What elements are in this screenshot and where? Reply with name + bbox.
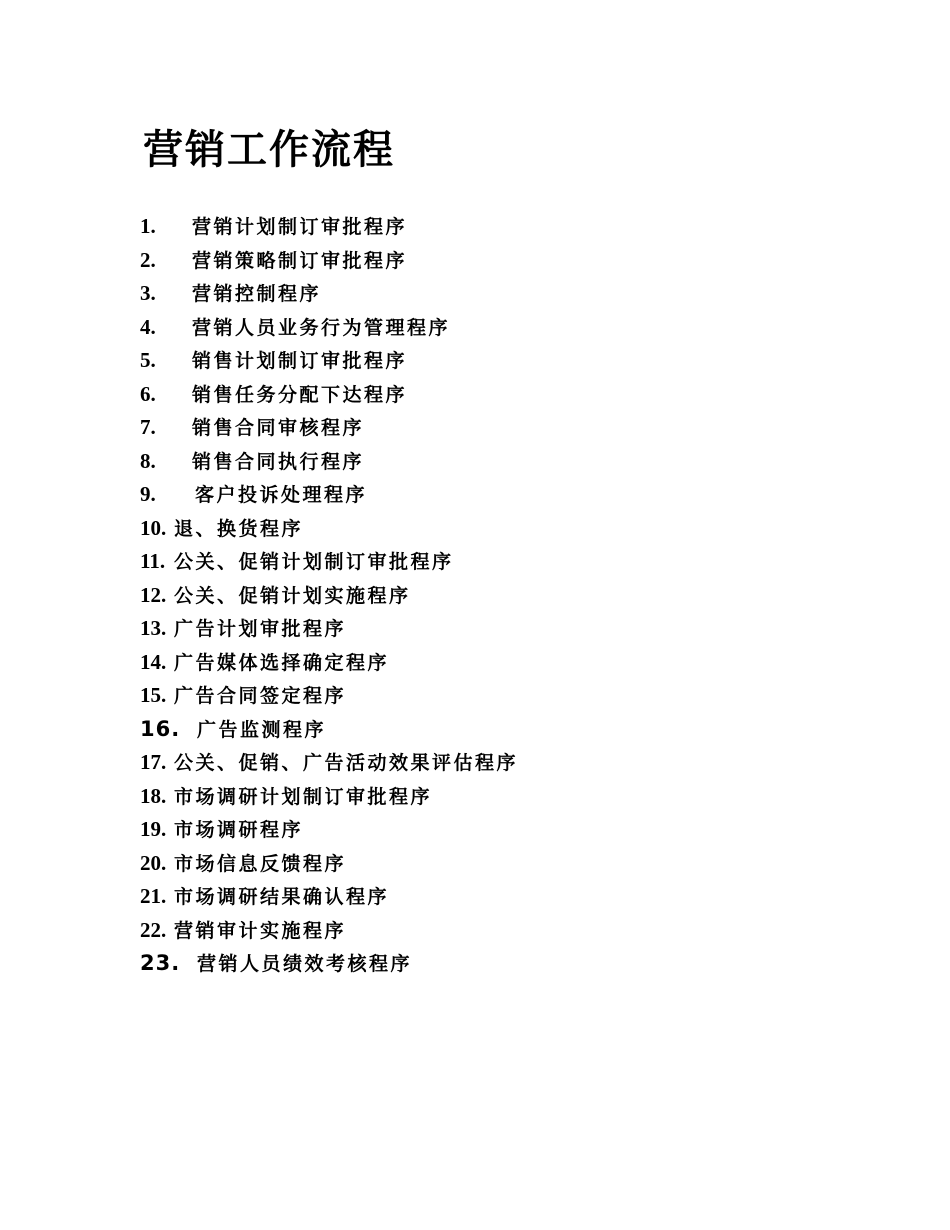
- item-number: 10.: [140, 515, 167, 540]
- item-label: 公关、促销、广告活动效果评估程序: [174, 752, 519, 774]
- item-number: 19.: [140, 817, 167, 841]
- item-number: 18.: [140, 783, 167, 808]
- list-item: [140, 244, 518, 278]
- list-item: [140, 311, 518, 345]
- list-item: [140, 445, 518, 479]
- item-label: 市场信息反馈程序: [174, 852, 347, 875]
- item-number: 14.: [140, 649, 167, 674]
- item-number: 3.: [140, 281, 156, 305]
- list-item: [140, 579, 518, 613]
- item-label: 销售合同执行程序: [192, 450, 365, 473]
- list-item: [140, 746, 518, 780]
- item-label: 公关、促销计划实施程序: [174, 584, 411, 607]
- item-label: 营销策略制订审批程序: [192, 249, 408, 272]
- item-label: 市场调研结果确认程序: [174, 886, 390, 908]
- item-number: 9.: [140, 482, 156, 506]
- item-label: 营销人员绩效考核程序: [197, 953, 413, 975]
- item-number: 22.: [140, 917, 167, 942]
- list-item: [140, 847, 518, 881]
- item-number: 23.: [140, 951, 181, 975]
- item-label: 广告监测程序: [197, 718, 327, 741]
- list-item: [140, 813, 518, 847]
- item-number: 2.: [140, 247, 156, 272]
- item-number: 4.: [140, 314, 156, 339]
- list-item: [140, 914, 518, 948]
- list-item: [140, 545, 518, 579]
- item-label: 公关、促销计划制订审批程序: [174, 551, 454, 573]
- item-number: 21.: [140, 884, 167, 908]
- list-item: [140, 646, 518, 680]
- item-label: 销售合同审核程序: [192, 417, 365, 439]
- item-number: 8.: [140, 448, 156, 473]
- item-number: 12.: [140, 582, 167, 607]
- item-number: 11.: [140, 549, 166, 573]
- list-item: [140, 378, 518, 412]
- item-label: 营销计划制订审批程序: [192, 216, 408, 238]
- item-label: 客户投诉处理程序: [195, 484, 368, 506]
- item-number: 1.: [140, 214, 156, 238]
- item-number: 15.: [140, 683, 167, 707]
- list-item: [140, 713, 518, 747]
- item-label: 广告合同签定程序: [174, 685, 347, 707]
- list-item: [140, 210, 518, 244]
- list-item: [140, 679, 518, 713]
- item-label: 市场调研计划制订审批程序: [174, 785, 433, 808]
- item-label: 营销人员业务行为管理程序: [192, 316, 451, 339]
- list-item: [140, 780, 518, 814]
- item-number: 13.: [140, 616, 167, 640]
- item-label: 退、换货程序: [174, 517, 304, 540]
- item-label: 市场调研程序: [174, 819, 304, 841]
- item-label: 销售计划制订审批程序: [192, 350, 408, 372]
- item-number: 5.: [140, 348, 156, 372]
- list-item: [140, 344, 518, 378]
- item-label: 销售任务分配下达程序: [192, 383, 408, 406]
- item-number: 7.: [140, 415, 156, 439]
- procedure-list: [140, 210, 518, 981]
- item-label: 营销控制程序: [192, 283, 322, 305]
- list-item: [140, 512, 518, 546]
- item-number: 17.: [140, 750, 167, 774]
- list-item: [140, 612, 518, 646]
- page-title: 营销工作流程: [143, 127, 395, 173]
- list-item: [140, 947, 518, 981]
- list-item: [140, 880, 518, 914]
- item-label: 营销审计实施程序: [174, 919, 347, 942]
- item-number: 6.: [140, 381, 156, 406]
- item-number: 16.: [140, 716, 181, 741]
- list-item: [140, 478, 518, 512]
- item-label: 广告计划审批程序: [174, 618, 347, 640]
- list-item: [140, 411, 518, 445]
- list-item: [140, 277, 518, 311]
- item-label: 广告媒体选择确定程序: [174, 651, 390, 674]
- item-number: 20.: [140, 850, 167, 875]
